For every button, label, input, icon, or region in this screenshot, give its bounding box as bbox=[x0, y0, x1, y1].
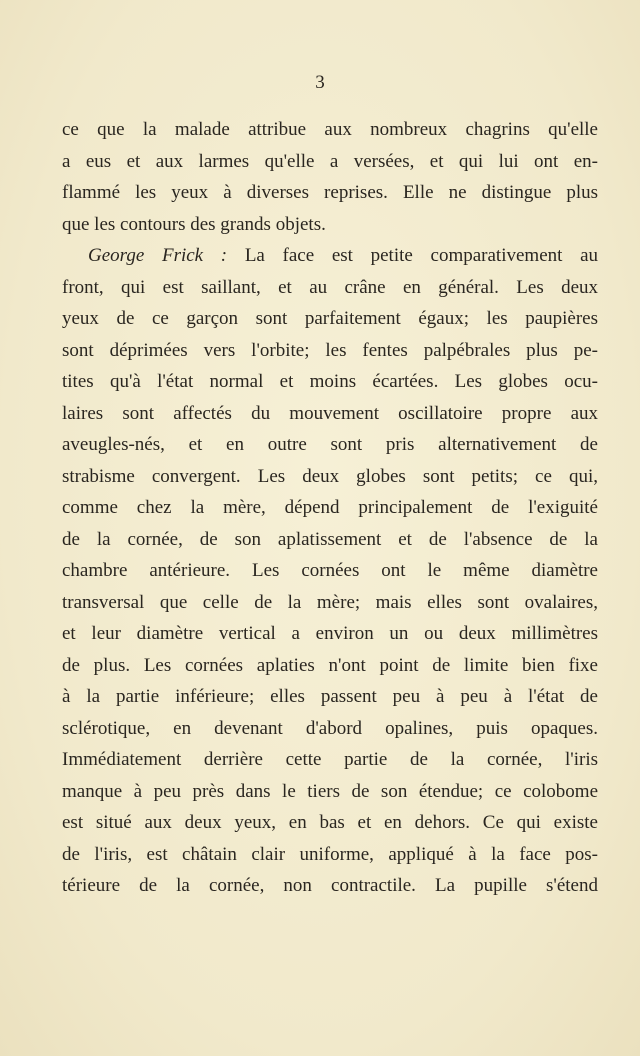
text-line: térieure de la cornée, non contractile. La pupille s'étend bbox=[62, 875, 598, 896]
paragraph-start-line bbox=[62, 240, 598, 272]
text-line: de l'iris, est châtain clair uniforme, appliqué à la face pos- bbox=[62, 843, 598, 865]
text-line: et leur diamètre vertical a environ un ou deux millimètres bbox=[62, 623, 598, 644]
text-line: yeux de ce garçon sont parfaitement égaux; les paupières bbox=[62, 308, 598, 329]
text-line: transversal que celle de la mère; mais elles sont ovalaires, bbox=[62, 591, 598, 613]
text-line-rest: La face est petite comparativement au bbox=[244, 245, 599, 266]
text-line: chambre antérieure. Les cornées ont le même diamètre bbox=[62, 560, 598, 581]
page-number: 3 bbox=[315, 72, 325, 93]
text-line: tites qu'à l'état normal et moins écartées. Les globes ocu- bbox=[62, 371, 598, 392]
text-line: strabisme convergent. Les deux globes sont petits; ce qui, bbox=[62, 465, 598, 487]
text-line: à la partie inférieure; elles passent peu à peu à l'état de bbox=[62, 686, 598, 707]
text-line: ce que la malade attribue aux nombreux chagrins qu'elle bbox=[62, 119, 598, 140]
text-line: sont déprimées vers l'orbite; les fentes palpébrales plus pe- bbox=[62, 339, 598, 361]
text-line: de la cornée, de son aplatissement et de l'absence de la bbox=[62, 528, 598, 550]
text-line: front, qui est saillant, et au crâne en général. Les deux bbox=[62, 276, 598, 298]
text-line: manque à peu près dans le tiers de son étendue; ce colobome bbox=[62, 780, 598, 802]
text-line: a eus et aux larmes qu'elle a versées, et qui lui ont en- bbox=[62, 150, 598, 172]
body-text bbox=[62, 114, 598, 902]
text-line: laires sont affectés du mouvement oscillatoire propre aux bbox=[62, 402, 598, 424]
text-line: que les contours des grands objets. bbox=[62, 213, 326, 235]
text-line: Immédiatement derrière cette partie de la cornée, l'iris bbox=[62, 749, 598, 770]
patient-name: George Frick : bbox=[88, 245, 228, 266]
text-line: est situé aux deux yeux, en bas et en dehors. Ce qui existe bbox=[62, 812, 598, 833]
text-line: sclérotique, en devenant d'abord opalines, puis opaques. bbox=[62, 717, 598, 739]
text-line: de plus. Les cornées aplaties n'ont point de limite bien fixe bbox=[62, 654, 598, 676]
text-line: aveugles-nés, et en outre sont pris alternativement de bbox=[62, 434, 598, 455]
text-line: flammé les yeux à diverses reprises. Elle ne distingue plus bbox=[62, 182, 598, 203]
text-line: comme chez la mère, dépend principalement de l'exiguité bbox=[62, 497, 598, 518]
